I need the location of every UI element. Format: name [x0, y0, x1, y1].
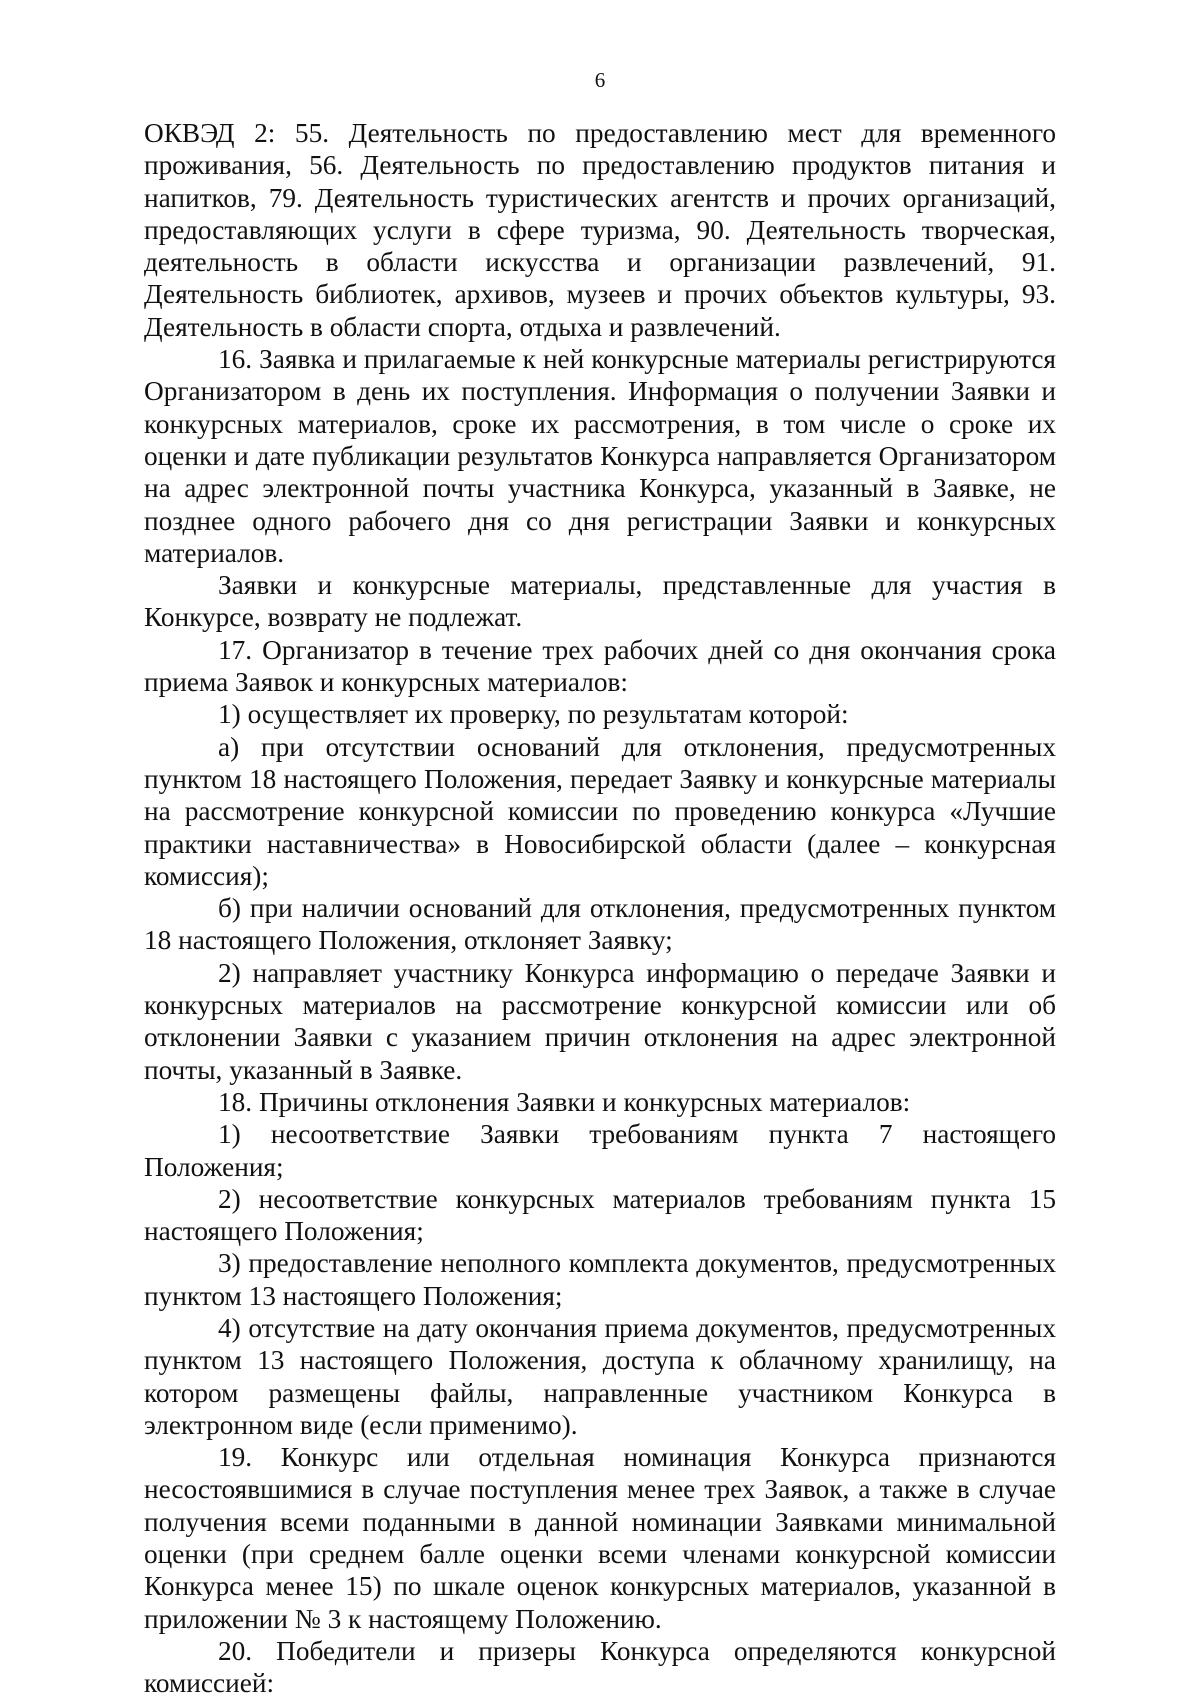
paragraph-17-item-1: 1) осуществляет их проверку, по результатам которой: [218, 699, 849, 730]
paragraph-18: 18. Причины отклонения Заявки и конкурсных материалов: [218, 1086, 911, 1117]
paragraph-16: 16. Заявка и прилагаемые к ней конкурсные материалы регистрируются Организатором в день их поступления. Информация о получении Заявки и конкурсных материалов, сроке их рассмотрения, в том числе о сроке их оценки и дате публикации результатов Конкурса направляется Организатором на адрес электронной почты участника Конкурса, указанный в Заявке, не позднее одного рабочего дня со дня регистрации Заявки и конкурсных материалов. [144, 344, 1056, 568]
paragraph-18-item-1: 1) несоответствие Заявки требованиям пункта 7 настоящего Положения; [144, 1119, 1056, 1182]
page-number: 6 [594, 68, 606, 92]
paragraph-20: 20. Победители и призеры Конкурса определяются конкурсной комиссией: [144, 1635, 1056, 1699]
paragraph-17-item-1b: б) при наличии оснований для отклонения, предусмотренных пунктом 18 настоящего Положения, отклоняет Заявку; [144, 893, 1056, 956]
paragraph-okved-list: ОКВЭД 2: 55. Деятельность по предоставлению мест для временного проживания, 56. Деятельность по предоставлению продуктов питания и напитков, 79. Деятельность туристических агентств и прочих организаций, предоставляющих услуги в сфере туризма, 90. Деятельность творческая, деятельность в области искусства и организации развлечений, 91. Деятельность библиотек, архивов, музеев и прочих объектов культуры, 93. Деятельность в области спорта, отдыха и развлечений. [144, 118, 1056, 342]
paragraph-17: 17. Организатор в течение трех рабочих дней со дня окончания срока приема Заявок и конкурсных материалов: [144, 634, 1056, 698]
paragraph-17-item-1a: а) при отсутствии оснований для отклонения, предусмотренных пунктом 18 настоящего Положения, передает Заявку и конкурсные материалы на рассмотрение конкурсной комиссии по проведению конкурса «Лучшие практики наставничества» в Новосибирской области (далее – конкурсная комиссия); [144, 731, 1056, 891]
paragraph-16-no-return: Заявки и конкурсные материалы, представленные для участия в Конкурсе, возврату не подлежат. [144, 570, 1056, 633]
paragraph-18-item-4: 4) отсутствие на дату окончания приема документов, предусмотренных пунктом 13 настоящего Положения, доступа к облачному хранилищу, на котором размещены файлы, направленные участником Конкурса в электронном виде (если применимо). [144, 1312, 1056, 1440]
document-body [144, 117, 1056, 1700]
paragraph-18-item-2: 2) несоответствие конкурсных материалов требованиям пункта 15 настоящего Положения; [144, 1183, 1056, 1247]
paragraph-18-item-3: 3) предоставление неполного комплекта документов, предусмотренных пунктом 13 настоящего Положения; [144, 1248, 1056, 1311]
paragraph-19: 19. Конкурс или отдельная номинация Конкурса признаются несостоявшимися в случае поступления менее трех Заявок, а также в случае получения всеми поданными в данной номинации Заявками минимальной оценки (при среднем балле оценки всеми членами конкурсной комиссии Конкурса менее 15) по шкале оценок конкурсных материалов, указанной в приложении № 3 к настоящему Положению. [144, 1442, 1056, 1634]
paragraph-17-item-2: 2) направляет участнику Конкурса информацию о передаче Заявки и конкурсных материалов на рассмотрение конкурсной комиссии или об отклонении Заявки с указанием причин отклонения на адрес электронной почты, указанный в Заявке. [144, 957, 1056, 1085]
